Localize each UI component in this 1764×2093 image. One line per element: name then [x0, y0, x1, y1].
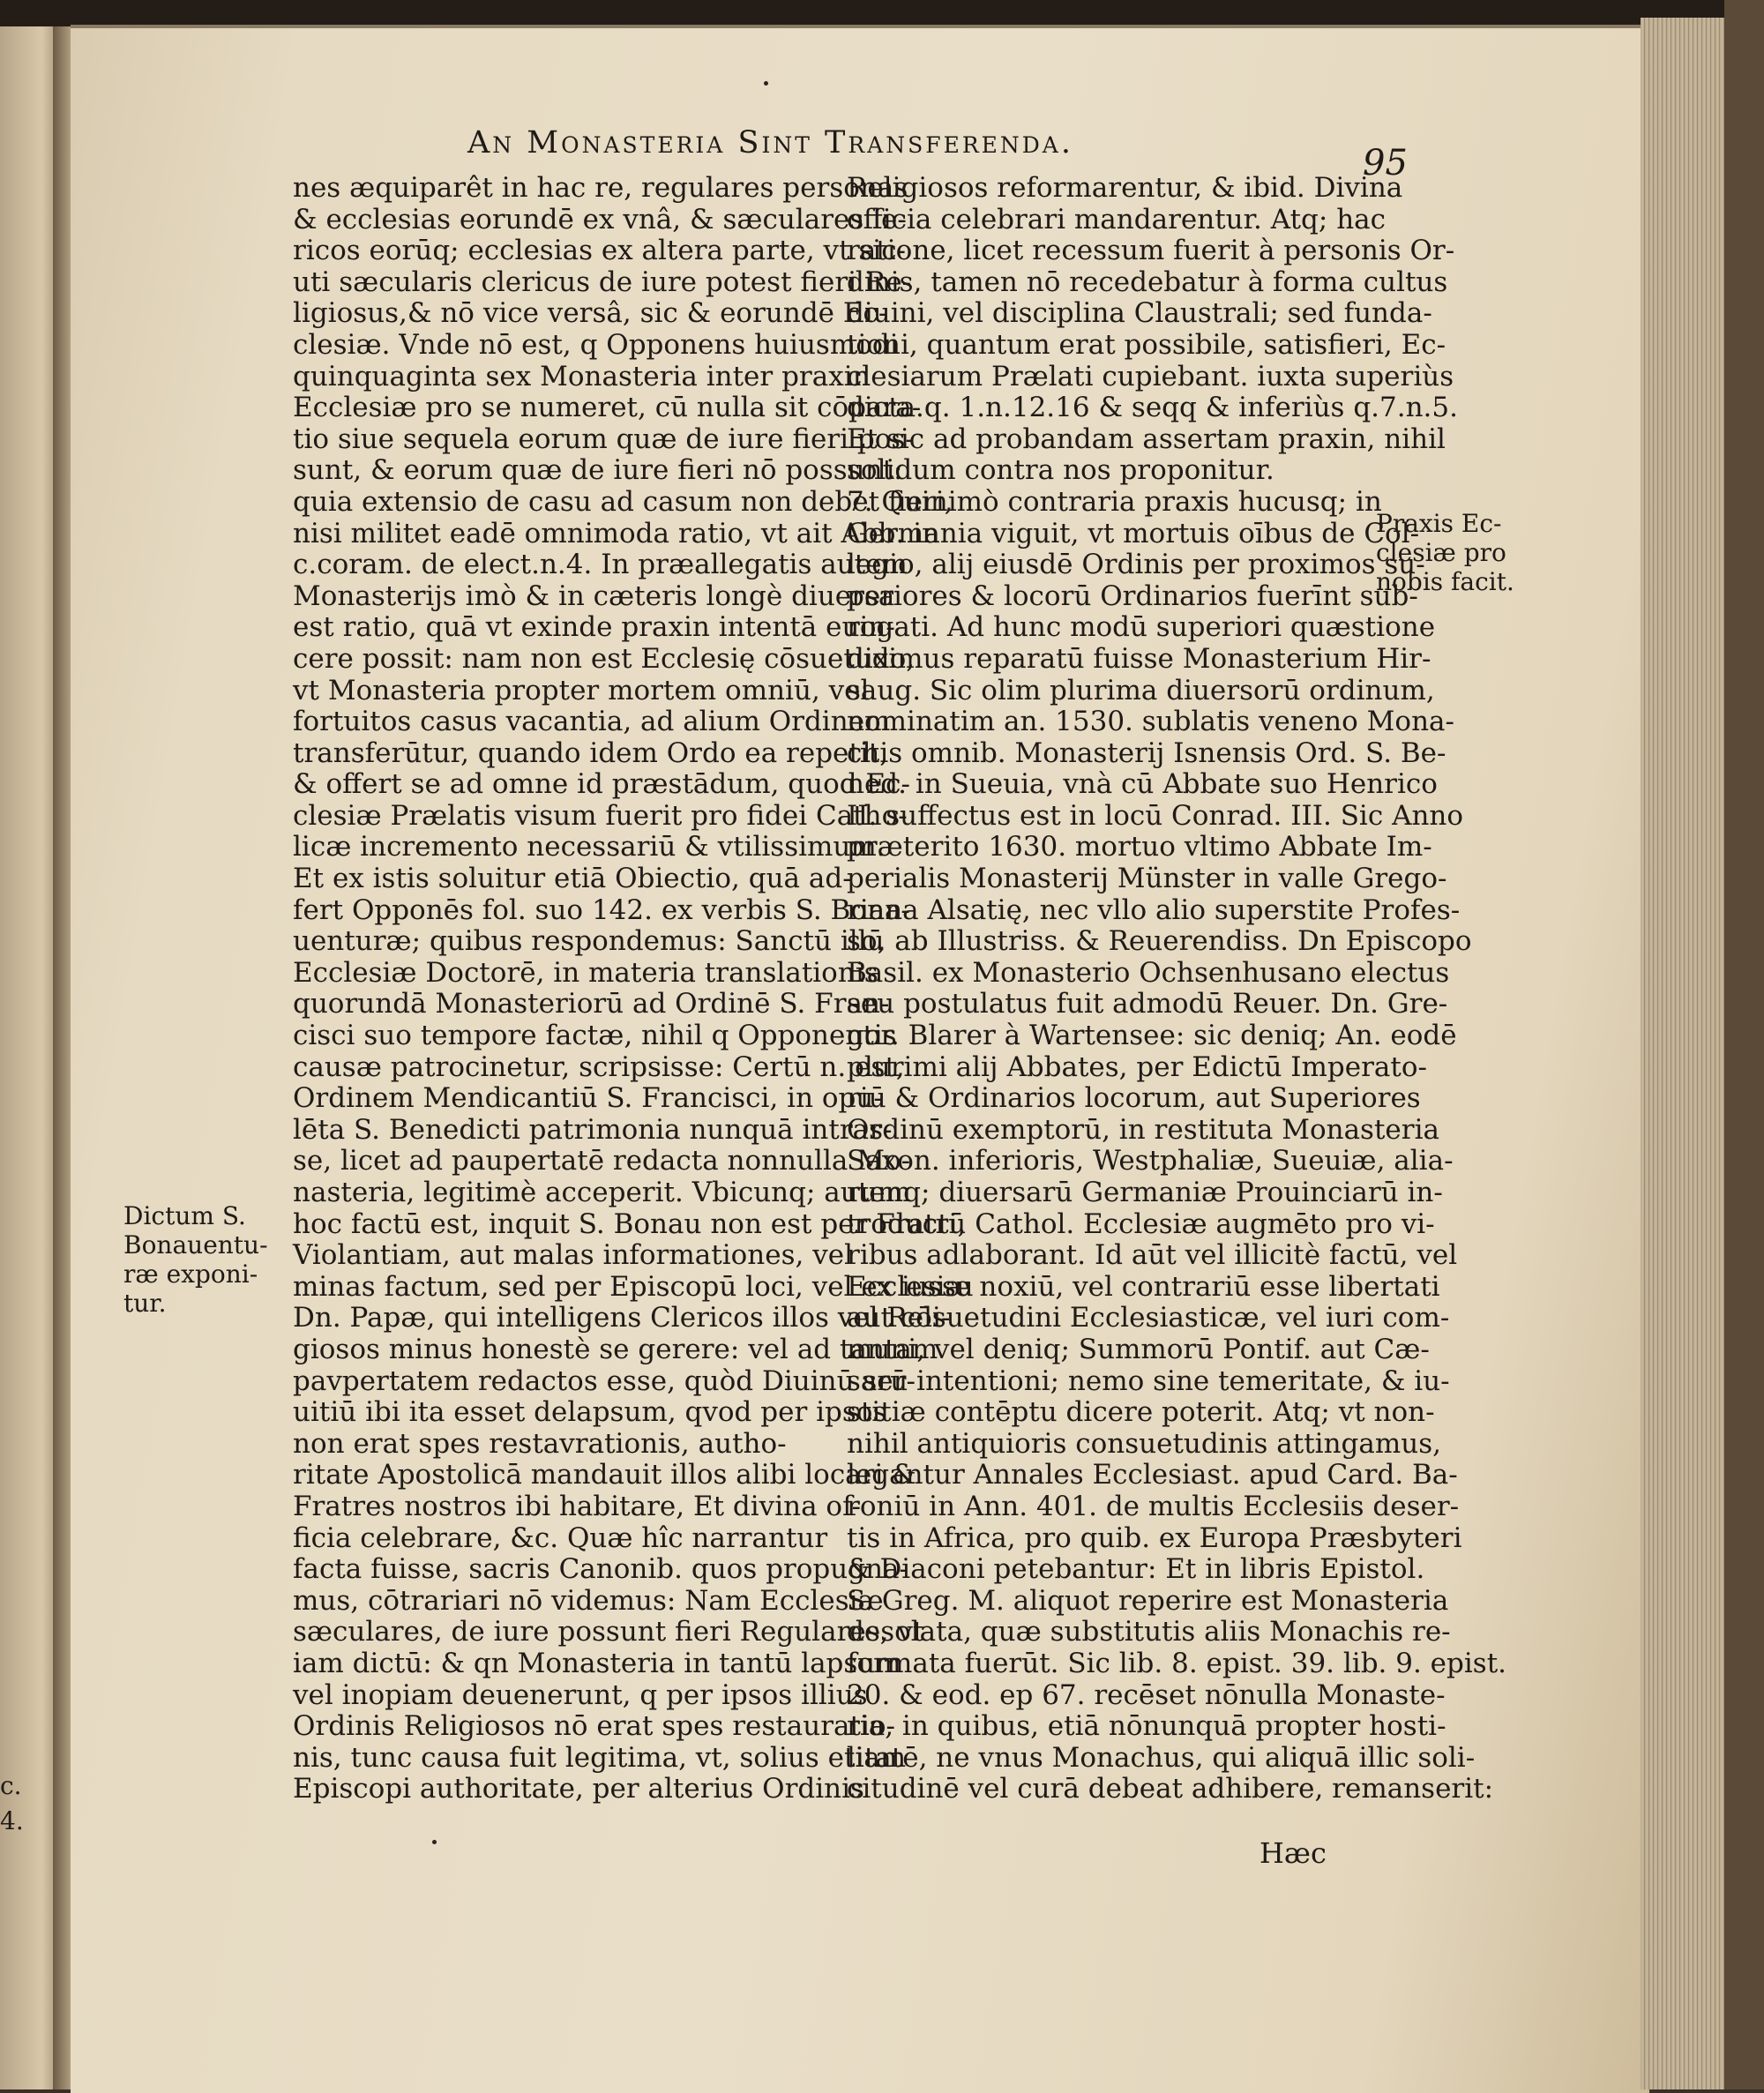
text-line: aut cōsuetudini Ecclesiasticæ, vel iuri com-: [847, 1302, 1450, 1334]
text-line: 20. & eod. ep 67. recēset nōnulla Monaste-: [847, 1678, 1446, 1711]
text-line: Monasterijs imò & in cæteris longè diuersa: [293, 579, 895, 612]
text-line: formata fuerūt. Sic lib. 8. epist. 39. lib. 9. epist.: [847, 1647, 1507, 1679]
text-line: Episcopi authoritate, per alterius Ordinis: [293, 1773, 864, 1805]
text-line: sæculares, de iure possunt fieri Regulares, vt: [293, 1616, 924, 1648]
text-line: nis, tunc causa fuit legitima, vt, solius etiam: [293, 1741, 907, 1774]
page-number: 95: [1363, 143, 1408, 183]
text-line: legio, alij eiusdē Ordinis per proximos su-: [847, 549, 1425, 581]
text-line: giosos minus honestè se gerere: vel ad tantam: [293, 1333, 938, 1365]
text-line: transferūtur, quando idem Ordo ea repetit,: [293, 736, 889, 769]
text-line: Violantiam, aut malas informationes, vel: [293, 1239, 853, 1272]
text-line: nisi militet eadē omnimoda ratio, vt ait Abb. in: [293, 517, 940, 549]
text-line: litatē, ne vnus Monachus, qui aliquā illic soli-: [847, 1741, 1476, 1774]
text-line: Ecclesiæ Doctorē, in materia translationis: [293, 956, 878, 989]
catchword: Hæc: [1259, 1836, 1327, 1870]
text-line: licæ incremento necessariū & vtilissimum.: [293, 831, 886, 863]
text-line: ligiosus,& nō vice versâ, sic & eorundē Ec-: [293, 297, 888, 330]
text-line: clesiæ Prælatis visum fuerit pro fidei Catho-: [293, 799, 908, 832]
text-line: quia extensio de casu ad casum non debet fieri,: [293, 485, 953, 518]
text-line: II. suffectus est in locū Conrad. III. Sic Anno: [847, 799, 1464, 832]
text-line: præterito 1630. mortuo vltimo Abbate Im-: [847, 831, 1432, 863]
ink-dot: [764, 81, 768, 86]
text-line: perialis Monasterij Münster in valle Grego-: [847, 863, 1447, 895]
text-line: uenturæ; quibus respondemus: Sanctū illū: [293, 925, 885, 958]
text-line: 7. Quinimò contraria praxis hucusq; in: [847, 485, 1382, 518]
text-line: & ecclesias eorundē ex vnâ, & sæculares le-: [293, 203, 907, 235]
text-line: so, ab Illustriss. & Reuerendiss. Dn Episcopo: [847, 925, 1472, 958]
text-line: ricos eorūq; ecclesias ex altera parte, vt sic-: [293, 235, 907, 267]
page-fore-edge: [1641, 18, 1729, 2089]
text-line: clesiarum Prælati cupiebant. iuxta superiùs: [847, 360, 1454, 392]
text-line: plurimi alij Abbates, per Edictū Imperato-: [847, 1050, 1427, 1083]
text-line: uti sæcularis clericus de iure potest fieri Re-: [293, 265, 912, 298]
text-line: Fratres nostros ibi habitare, Et divina of-: [293, 1490, 861, 1522]
margin-note-line: tur.: [123, 1289, 167, 1318]
text-line: mus, cōtrariari nō videmus: Nam Ecclesiæ: [293, 1584, 884, 1617]
text-line: riū & Ordinarios locorum, aut Superiores: [847, 1082, 1421, 1115]
text-line: diuini, vel disciplina Claustrali; sed funda-: [847, 297, 1432, 330]
text-line: tio siue sequela eorum quæ de iure fieri pos-: [293, 422, 915, 455]
margin-note-line: Bonauentu-: [123, 1230, 268, 1260]
text-line: riana Alsatię, nec vllo alio superstite Profes-: [847, 893, 1461, 926]
text-line: & Diaconi petebantur: Et in libris Epistol.: [847, 1553, 1425, 1586]
text-line: Ecclesiæ pro se numeret, cū nulla sit cōpara-: [293, 392, 922, 424]
text-line: pavpertatem redactos esse, quòd Diuinū ser-: [293, 1364, 916, 1397]
text-line: quorundā Monasteriorū ad Ordinē S. Fran-: [293, 988, 890, 1020]
text-line: causæ patrocinetur, scripsisse: Certū n. est,: [293, 1050, 905, 1083]
text-line: lēta S. Benedicti patrimonia nunquā intras-: [293, 1113, 893, 1146]
text-line: muni, vel deniq; Summorū Pontif. aut Cæ-: [847, 1333, 1430, 1365]
text-line: solidum contra nos proponitur.: [847, 454, 1274, 487]
text-line: citudinē vel curā debeat adhibere, remanserit:: [847, 1773, 1494, 1805]
text-line: ficia celebrare, &c. Quæ hîc narrantur: [293, 1521, 828, 1554]
margin-note-line: ræ exponi-: [123, 1260, 258, 1289]
text-line: dicta.q. 1.n.12.16 & seqq & inferiùs q.7.n.5.: [847, 392, 1458, 424]
text-line: fortuitos casus vacantia, ad alium Ordinem: [293, 706, 891, 738]
facing-page-fragment: 4.: [0, 1806, 24, 1835]
text-line: Germania viguit, vt mortuis oībus de Col-: [847, 517, 1420, 549]
text-line: sarū intentioni; nemo sine temeritate, & iu-: [847, 1364, 1450, 1397]
text-line: periores & locorū Ordinarios fuerīnt sub-: [847, 579, 1418, 612]
text-line: & offert se ad omne id præstādum, quod Ec-: [293, 768, 910, 801]
text-line: minas factum, sed per Episcopū loci, vel ex iussu: [293, 1270, 974, 1303]
text-line: Ordinem Mendicantiū S. Francisci, in opu-: [293, 1082, 883, 1115]
facing-page-fragment: c.: [0, 1771, 22, 1800]
text-line: est ratio, quā vt exinde praxin intentā euin-: [293, 611, 895, 644]
text-line: uitiū ibi ita esset delapsum, qvod per ipsos: [293, 1396, 887, 1429]
text-line: Et ex istis soluitur etiā Obiectio, quā ad-: [293, 863, 852, 895]
margin-note-line: clesiæ pro: [1376, 538, 1506, 567]
text-line: Ecclesiæ noxiū, vel contrariū esse libertati: [847, 1270, 1440, 1303]
text-line: sunt, & eorum quæ de iure fieri nō possunt:: [293, 454, 903, 487]
text-line: ria, in quibus, etiā nōnunquā propter hosti-: [847, 1710, 1446, 1743]
text-line: legantur Annales Ecclesiast. apud Card. Ba-: [847, 1459, 1458, 1491]
text-line: iam dictū: & qn Monasteria in tantū lapsum: [293, 1647, 901, 1679]
ink-dot: [432, 1840, 437, 1844]
left-margin-note: [123, 1201, 278, 1318]
text-line: diximus reparatū fuisse Monasterium Hir-: [847, 642, 1431, 675]
text-line: seu postulatus fuit admodū Reuer. Dn. Gre-: [847, 988, 1448, 1020]
text-line: ratione, licet recessum fuerit à personis Or-: [847, 235, 1455, 267]
text-line: nominatim an. 1530. sublatis veneno Mona-: [847, 706, 1454, 738]
text-line: desolata, quæ substitutis aliis Monachis re-: [847, 1616, 1451, 1648]
text-line: Religiosos reformarentur, & ibid. Divina: [847, 172, 1403, 204]
text-line: Saxon. inferioris, Westphaliæ, Sueuiæ, alia-: [847, 1145, 1454, 1177]
text-line: vt Monasteria propter mortem omniū, vel: [293, 674, 870, 706]
text-line: non erat spes restavrationis, autho-: [293, 1427, 787, 1460]
text-line: dinis, tamen nō recedebatur à forma cultus: [847, 265, 1448, 298]
text-line: nihil antiquioris consuetudinis attingamus,: [847, 1427, 1441, 1460]
text-line: chis omnib. Monasterij Isnensis Ord. S. Be-: [847, 736, 1446, 769]
text-line: c.coram. de elect.n.4. In præallegatis autem: [293, 549, 908, 581]
text-line: clesiæ. Vnde nō est, q Opponens huiusmodi: [293, 328, 899, 361]
text-line: se, licet ad paupertatē redacta nonnulla Mo-: [293, 1145, 911, 1177]
book-cover-edge: [1724, 0, 1764, 2089]
margin-note-line: nobis facit.: [1376, 567, 1514, 596]
text-line: gor. Blarer à Wartensee: sic deniq; An. eodē: [847, 1020, 1457, 1052]
text-line: roniū in Ann. 401. de multis Ecclesiis deser-: [847, 1490, 1460, 1522]
text-line: nasteria, legitimè acceperit. Vbicunq; autem: [293, 1177, 911, 1208]
text-line: vel inopiam deuenerunt, q per ipsos illius: [293, 1678, 868, 1711]
text-line: Basil. ex Monasterio Ochsenhusano electus: [847, 956, 1450, 989]
text-line: nes æquiparêt in hac re, regulares personas: [293, 172, 908, 204]
left-text-column: [293, 172, 974, 1805]
text-line: quinquaginta sex Monasteria inter praxin: [293, 360, 871, 392]
text-line: saug. Sic olim plurima diuersorū ordinum,: [847, 674, 1435, 706]
text-line: tis in Africa, pro quib. ex Europa Præsbyteri: [847, 1521, 1462, 1554]
text-line: troducti, Cathol. Ecclesiæ augmēto pro vi-: [847, 1207, 1435, 1240]
text-line: rumq; diuersarū Germaniæ Prouinciarū in-: [847, 1177, 1443, 1208]
margin-note-line: Dictum S.: [123, 1201, 246, 1230]
margin-note-line: Praxis Ec-: [1376, 509, 1502, 538]
right-margin-note: [1376, 509, 1526, 596]
text-line: S. Greg. M. aliquot reperire est Monasteria: [847, 1584, 1449, 1617]
text-line: fert Opponēs fol. suo 142. ex verbis S. Bona-: [293, 893, 910, 926]
text-line: hoc factū est, inquit S. Bonau non est per Fratrū: [293, 1207, 967, 1240]
text-line: cere possit: nam non est Ecclesię cōsuetudo,: [293, 642, 916, 675]
text-line: ribus adlaborant. Id aūt vel illicitè factū, vel: [847, 1239, 1458, 1272]
text-line: Dn. Papæ, qui intelligens Clericos illos vel Reli-: [293, 1302, 951, 1334]
text-line: facta fuisse, sacris Canonib. quos propugna-: [293, 1553, 908, 1586]
running-head: An Monasteria Sint Transferenda.: [467, 125, 1073, 161]
text-line: cisci suo tempore factæ, nihil q Opponentis: [293, 1020, 897, 1052]
text-line: rogati. Ad hunc modū superiori quæstione: [847, 611, 1436, 644]
text-line: Ordinū exemptorū, in restituta Monasteria: [847, 1113, 1439, 1146]
top-shadow: [0, 0, 1764, 26]
text-line: Et sic ad probandam assertam praxin, nihil: [847, 422, 1446, 455]
text-line: ned. in Sueuia, vnà cū Abbate suo Henrico: [847, 768, 1438, 801]
text-line: ritate Apostolicā mandauit illos alibi locari &: [293, 1459, 916, 1491]
text-line: officia celebrari mandarentur. Atq; hac: [847, 203, 1387, 235]
text-line: Ordinis Religiosos nō erat spes restauratio-: [293, 1710, 895, 1743]
text-line: tioni, quantum erat possibile, satisfieri, Ec-: [847, 328, 1446, 361]
text-line: stitiæ contēptu dicere poterit. Atq; vt non-: [847, 1396, 1435, 1429]
